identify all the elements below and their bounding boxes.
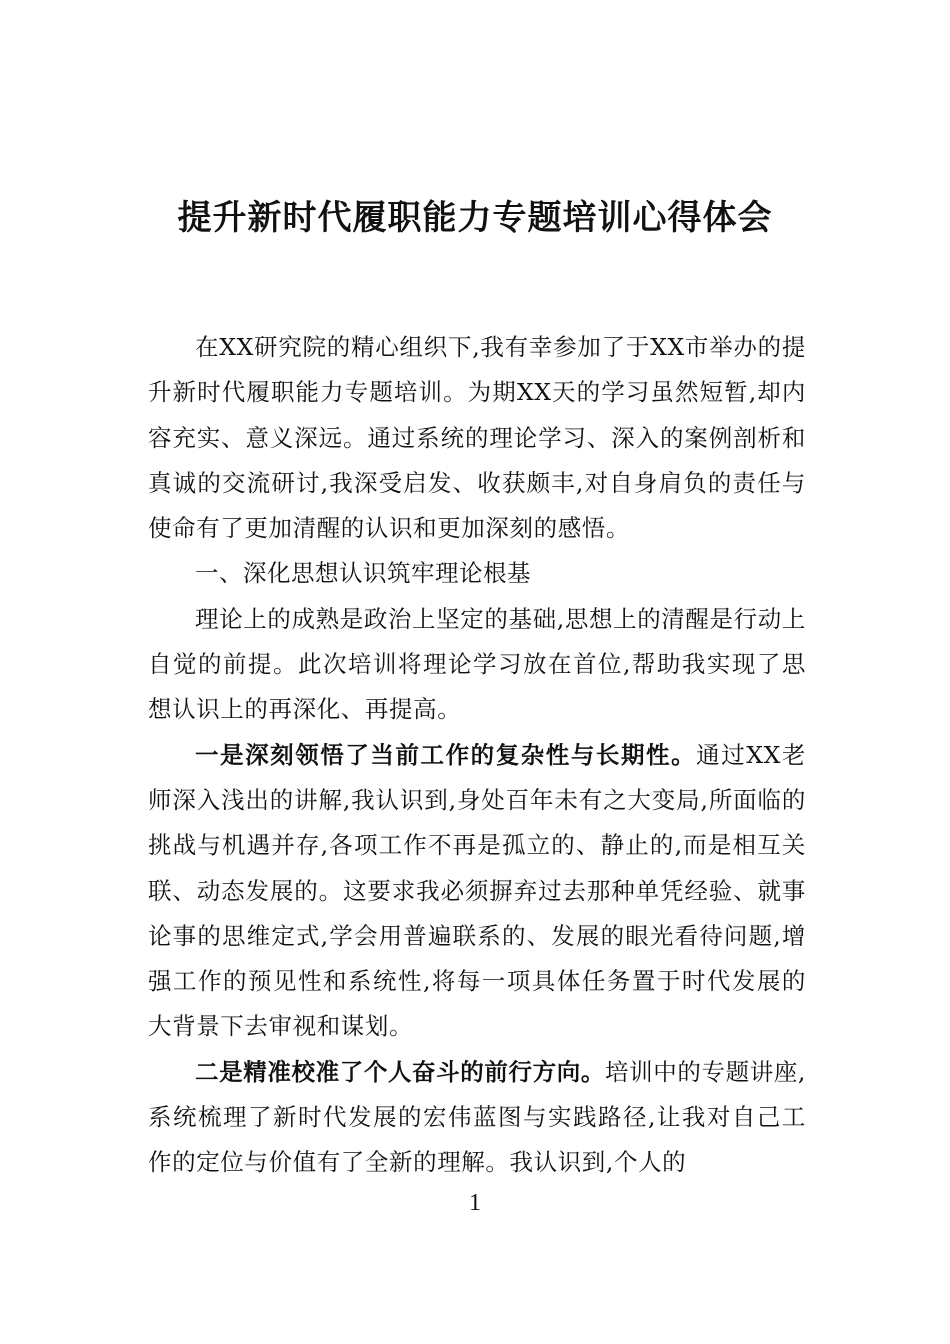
point-one-paragraph <box>148 733 806 1050</box>
page-number: 1 <box>469 1190 481 1216</box>
section-paragraph: 理论上的成熟是政治上坚定的基础,思想上的清醒是行动上自觉的前提。此次培训将理论学习放在首位,帮助我实现了思想认识上的再深化、再提高。 <box>148 604 806 724</box>
document-body <box>148 325 806 1186</box>
point-two-paragraph <box>148 1050 806 1186</box>
point-two-body: 培训中的专题讲座,系统梳理了新时代发展的宏伟蓝图与实践路径,让我对自己工作的定位与价值有了全新的理解。我认识到,个人的 <box>148 1057 807 1177</box>
section-heading: 一、深化思想认识筑牢理论根基 <box>195 559 531 588</box>
point-one-body: 通过XX老师深入浅出的讲解,我认识到,身处百年未有之大变局,所面临的挑战与机遇并存,各项工作不再是孤立的、静止的,而是相互关联、动态发展的。这要求我必须摒弃过去那种单凭经验、就事论事的思维定式,学会用普遍联系的、发展的眼光看待问题,增强工作的预见性和系统性,将每一项具体任务置于时代发展的大背景下去审视和谋划。 <box>148 740 807 1041</box>
point-one-lead: 一是深刻领悟了当前工作的复杂性与长期性。 <box>195 740 697 769</box>
intro-paragraph: 在XX研究院的精心组织下,我有幸参加了于XX市举办的提升新时代履职能力专题培训。为期XX天的学习虽然短暂,却内容充实、意义深远。通过系统的理论学习、深入的案例剖析和真诚的交流研讨,我深受启发、收获颇丰,对自身肩负的责任与使命有了更加清醒的认识和更加深刻的感悟。 <box>148 333 806 543</box>
point-two-lead: 二是精准校准了个人奋斗的前行方向。 <box>195 1057 605 1086</box>
document-title: 提升新时代履职能力专题培训心得体会 <box>177 198 773 238</box>
